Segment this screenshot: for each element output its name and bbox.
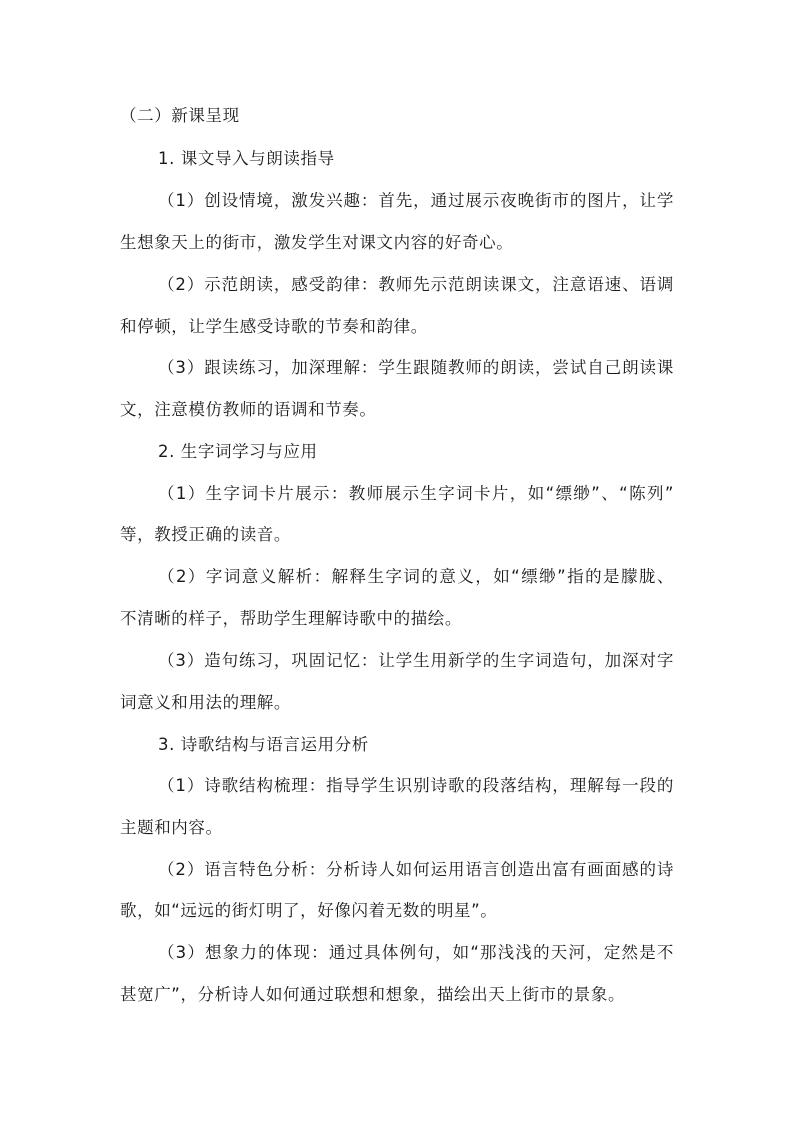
part-1-title: 1. 课文导入与朗读指导 bbox=[158, 149, 335, 168]
part-2-item-2-line-2: 不清晰的样子，帮助学生理解诗歌中的描绘。 bbox=[120, 609, 462, 628]
part-2-item-1-line-1: （1）生字词卡片展示：教师展示生字词卡片，如“缥缈”、“陈列” bbox=[158, 484, 674, 503]
section-heading: （二）新课呈现 bbox=[120, 106, 240, 125]
part-2-item-3-line-2: 词意义和用法的理解。 bbox=[120, 693, 291, 712]
part-3-item-3-line-2: 甚宽广”，分析诗人如何通过联想和想象，描绘出天上街市的景象。 bbox=[120, 985, 626, 1004]
part-1-item-3-line-1: （3）跟读练习，加深理解：学生跟随教师的朗读，尝试自己朗读课 bbox=[158, 358, 674, 377]
part-1-item-1-line-1: （1）创设情境，激发兴趣：首先，通过展示夜晚街市的图片，让学 bbox=[158, 191, 674, 210]
part-3-title: 3. 诗歌结构与语言运用分析 bbox=[158, 735, 369, 754]
part-2-item-3-line-1: （3）造句练习，巩固记忆：让学生用新学的生字词造句，加深对字 bbox=[158, 651, 674, 670]
part-1-item-3-line-2: 文，注意模仿教师的语调和节奏。 bbox=[120, 400, 377, 419]
part-2-item-1-line-2: 等，教授正确的读音。 bbox=[120, 525, 291, 544]
part-3-item-1-line-1: （1）诗歌结构梳理：指导学生识别诗歌的段落结构，理解每一段的 bbox=[158, 776, 674, 795]
part-3-item-3-line-1: （3）想象力的体现：通过具体例句，如“那浅浅的天河，定然是不 bbox=[158, 943, 674, 962]
part-1-item-2-line-1: （2）示范朗读，感受韵律：教师先示范朗读课文，注意语速、语调 bbox=[158, 275, 674, 294]
part-2-item-2-line-1: （2）字词意义解析：解释生字词的意义，如“缥缈”指的是朦胧、 bbox=[158, 567, 674, 586]
part-2-title: 2. 生字词学习与应用 bbox=[158, 442, 318, 461]
part-1-item-2-line-2: 和停顿，让学生感受诗歌的节奏和韵律。 bbox=[120, 317, 428, 336]
part-3-item-1-line-2: 主题和内容。 bbox=[120, 818, 223, 837]
part-3-item-2-line-1: （2）语言特色分析：分析诗人如何运用语言创造出富有画面感的诗 bbox=[158, 860, 674, 879]
part-1-item-1-line-2: 生想象天上的街市，激发学生对课文内容的好奇心。 bbox=[120, 233, 514, 252]
part-3-item-2-line-2: 歌，如“远远的街灯明了，好像闪着无数的明星”。 bbox=[120, 901, 498, 920]
